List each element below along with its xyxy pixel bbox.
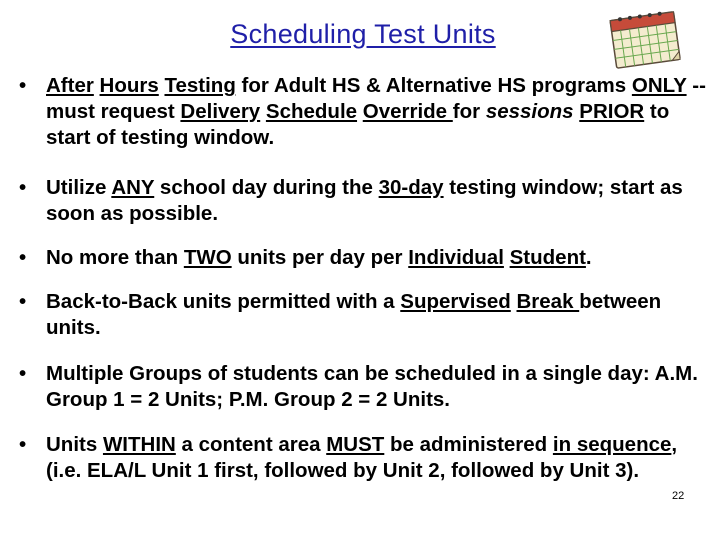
underlined-text: Schedule [265, 100, 358, 123]
underlined-text: Override [362, 100, 453, 123]
text-run: Back-to-Back units permitted with a [46, 290, 401, 313]
text-run: be administered [384, 433, 553, 456]
bullet-marker: • [19, 176, 27, 199]
bullet-marker: • [19, 74, 27, 97]
text-run: Units [46, 433, 103, 456]
bullet-back-to-back [19, 289, 706, 341]
bullet-marker: • [19, 246, 27, 269]
underlined-text: ANY [111, 176, 155, 199]
underlined-text: Break [516, 290, 580, 313]
bullet-text [46, 290, 661, 339]
underlined-text: 30-day [378, 176, 444, 199]
page-title: Scheduling Test Units [230, 19, 496, 49]
text-run: . [585, 246, 592, 269]
bullet-units-in-sequence [19, 432, 706, 484]
bullet-text [46, 176, 683, 225]
underlined-text: Student [509, 246, 586, 269]
text-run: between units. [46, 290, 662, 339]
text-run: Multiple Groups of students can be scheduled in a single day: A.M. Group 1 = 2 Units; P.M. Group 2 = 2 Units. [46, 362, 698, 411]
underlined-text: Supervised [400, 290, 511, 313]
italic-text: sessions [485, 100, 574, 123]
text-run: Utilize [46, 176, 112, 199]
text-run: No more than [46, 246, 184, 269]
text-run: for Adult HS & Alternative HS programs [235, 74, 632, 97]
calendar-icon [605, 6, 685, 72]
underlined-text: TWO [183, 246, 232, 269]
underlined-text: Individual [408, 246, 504, 269]
text-run: to start of testing window. [46, 100, 670, 149]
bullet-text [46, 362, 698, 411]
text-run: a content area [175, 433, 327, 456]
bullet-two-units-max [19, 245, 706, 271]
bullet-after-hours-testing [19, 73, 706, 151]
text-run: units per day per [231, 246, 409, 269]
text-run: for [452, 100, 486, 123]
bullet-text [46, 433, 677, 482]
bullet-marker: • [19, 433, 27, 456]
text-run: , (i.e. ELA/L Unit 1 first, followed by Unit 2, followed by Unit 3). [46, 433, 678, 482]
underlined-text: Testing [164, 74, 236, 97]
bullet-text [46, 246, 592, 269]
bullet-text [46, 74, 706, 149]
underlined-text: After [46, 74, 94, 97]
bullet-multiple-groups [19, 361, 706, 413]
underlined-text: in sequence [552, 433, 672, 456]
bullet-utilize-any-day [19, 175, 706, 227]
underlined-text: Hours [99, 74, 159, 97]
underlined-text: WITHIN [102, 433, 176, 456]
text-run: -- must request [46, 74, 706, 123]
bullet-marker: • [19, 362, 27, 385]
underlined-text: PRIOR [579, 100, 645, 123]
text-run: school day during the [154, 176, 379, 199]
page-number: 22 [672, 490, 685, 502]
bullet-marker: • [19, 290, 27, 313]
underlined-text: MUST [326, 433, 385, 456]
underlined-text: ONLY [631, 74, 687, 97]
underlined-text: Delivery [180, 100, 261, 123]
text-run: testing window; start as soon as possible. [46, 176, 683, 225]
